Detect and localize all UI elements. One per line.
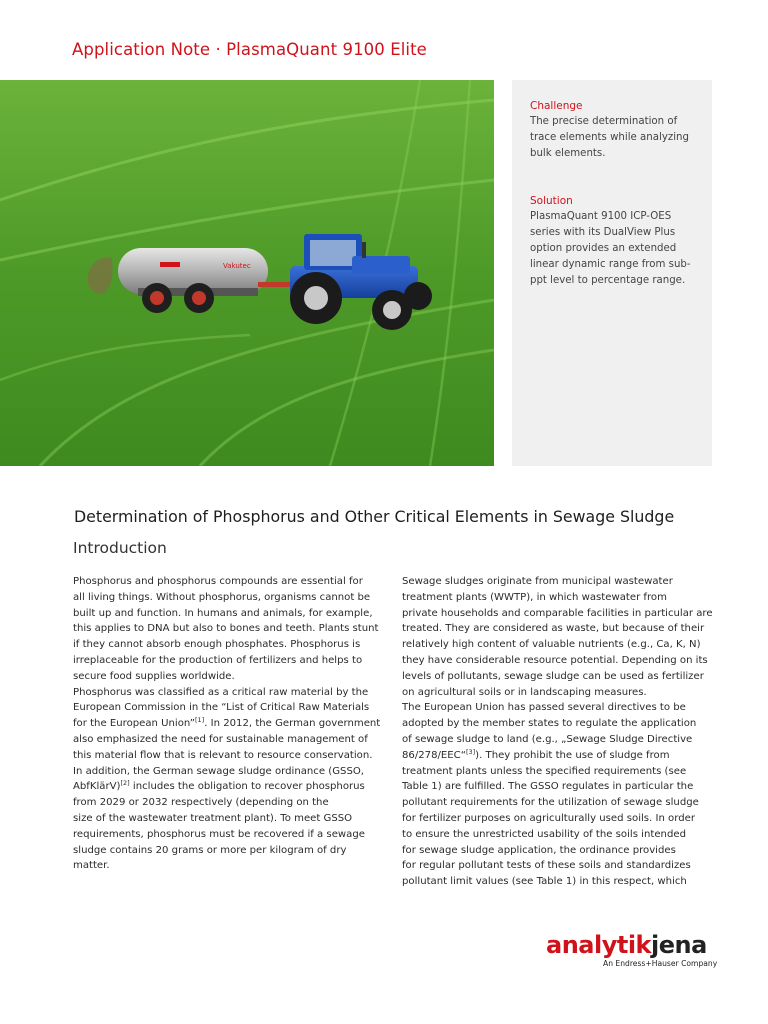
text-line: In addition, the German sewage sludge ordinance (GSSO, bbox=[73, 765, 365, 777]
text-line: for fertilizer purposes on agriculturally used soils. In order bbox=[402, 812, 695, 824]
challenge-line: trace elements while analyzing bbox=[530, 131, 689, 143]
text-fragment: . In 2012, the German government bbox=[204, 718, 381, 730]
challenge-heading: Challenge bbox=[530, 100, 583, 112]
text-line: levels of pollutants, sewage sludge can be used as fertilizer bbox=[402, 670, 704, 682]
text-line: requirements, phosphorus must be recovered if a sewage bbox=[73, 828, 365, 840]
text-line: for regular pollutant tests of these soils and standardizes bbox=[402, 860, 691, 872]
solution-line: PlasmaQuant 9100 ICP-OES bbox=[530, 211, 672, 223]
document-title: Determination of Phosphorus and Other Critical Elements in Sewage Sludge bbox=[74, 507, 675, 526]
text-line: matter. bbox=[73, 860, 110, 872]
challenge-line: The precise determination of bbox=[530, 116, 678, 127]
text-line: all living things. Without phosphorus, organisms cannot be bbox=[73, 591, 371, 603]
solution-block bbox=[530, 194, 695, 288]
text-line: Sewage sludges originate from municipal wastewater bbox=[402, 576, 673, 587]
text-line: private households and comparable facilities in particular are bbox=[402, 607, 713, 619]
text-fragment: for the European Union” bbox=[73, 718, 195, 730]
text-fragment: includes the obligation to recover phosphorus bbox=[129, 781, 365, 793]
text-line: to ensure the unrestricted usability of the soils intended bbox=[402, 828, 686, 840]
citation-ref: [2] bbox=[120, 779, 130, 788]
text-line: relatively high content of valuable nutrients (e.g., Ca, K, N) bbox=[402, 639, 701, 651]
text-line bbox=[73, 779, 391, 795]
introduction-heading: Introduction bbox=[73, 539, 167, 557]
text-line: European Commission in the “List of Critical Raw Materials bbox=[73, 702, 370, 714]
logo-word-analytik: analytik bbox=[546, 931, 652, 959]
text-fragment: 86/278/EEC“ bbox=[402, 749, 466, 761]
text-line: if they cannot absorb enough phosphates. Phosphorus is bbox=[73, 639, 361, 651]
tank-label: Vakutec bbox=[223, 262, 251, 270]
text-line: of sewage sludge to land (e.g., „Sewage Sludge Directive bbox=[402, 733, 693, 745]
text-line: this applies to DNA but also to bones and teeth. Plants stunt bbox=[73, 623, 379, 635]
text-line: treatment plants (WWTP), in which wastewater from bbox=[402, 591, 667, 603]
text-line: size of the wastewater treatment plant). To meet GSSO bbox=[73, 812, 353, 824]
text-line: sludge contains 20 grams or more per kilogram of dry bbox=[73, 844, 347, 856]
text-line: treatment plants unless the specified requirements (see bbox=[402, 765, 687, 777]
summary-sidebar bbox=[512, 80, 712, 466]
left-text-column bbox=[73, 574, 391, 874]
text-fragment: AbfKlärV) bbox=[73, 781, 121, 793]
logo-subtitle: An Endress+Hauser Company bbox=[603, 959, 718, 968]
text-line: also emphasized the need for sustainable management of bbox=[73, 733, 368, 745]
text-line: pollutant requirements for the utilization of sewage sludge bbox=[402, 797, 699, 809]
text-line: this material flow that is relevant to resource conservation. bbox=[73, 749, 373, 761]
right-text-column bbox=[402, 574, 716, 890]
analytik-jena-logo bbox=[546, 930, 716, 976]
text-line: secure food supplies worldwide. bbox=[73, 670, 235, 682]
text-line: treated. They are considered as waste, but because of their bbox=[402, 623, 705, 635]
logo-wordmark bbox=[546, 930, 716, 960]
challenge-line: bulk elements. bbox=[530, 147, 606, 159]
text-line: Phosphorus and phosphorus compounds are essential for bbox=[73, 576, 363, 587]
citation-ref: [1] bbox=[195, 716, 205, 725]
text-line: pollutant limit values (see Table 1) in this respect, which bbox=[402, 876, 687, 888]
text-line: irreplaceable for the production of fertilizers and helps to bbox=[73, 654, 363, 666]
text-line: for sewage sludge application, the ordinance provides bbox=[402, 844, 676, 856]
text-line bbox=[73, 716, 391, 732]
citation-ref: [3] bbox=[465, 747, 476, 756]
text-line: built up and function. In humans and animals, for example, bbox=[73, 607, 373, 619]
tractor-field-photo bbox=[0, 80, 494, 466]
solution-heading: Solution bbox=[530, 195, 573, 208]
text-line: Table 1) are fulfilled. The GSSO regulates in particular the bbox=[402, 781, 694, 793]
text-line: Phosphorus was classified as a critical raw material by the bbox=[73, 686, 369, 698]
text-line: they have considerable resource potential. Depending on its bbox=[402, 654, 708, 666]
solution-line: linear dynamic range from sub- bbox=[530, 258, 691, 270]
solution-line: series with its DualView Plus bbox=[530, 227, 676, 239]
logo-word-jena: jena bbox=[651, 931, 707, 959]
text-line bbox=[402, 748, 716, 764]
text-line: from 2029 or 2032 respectively (depending on the bbox=[73, 797, 329, 809]
solution-line: option provides an extended bbox=[530, 242, 677, 254]
text-line: adopted by the member states to regulate the application bbox=[402, 718, 697, 730]
text-fragment: ). They prohibit the use of sludge from bbox=[475, 749, 670, 761]
text-line: on agricultural soils or in landscaping measures. bbox=[402, 686, 647, 698]
page-header-title: Application Note · PlasmaQuant 9100 Elite bbox=[72, 40, 427, 59]
solution-line: ppt level to percentage range. bbox=[530, 274, 686, 286]
text-line: The European Union has passed several directives to be bbox=[402, 702, 686, 714]
challenge-block bbox=[530, 99, 695, 161]
